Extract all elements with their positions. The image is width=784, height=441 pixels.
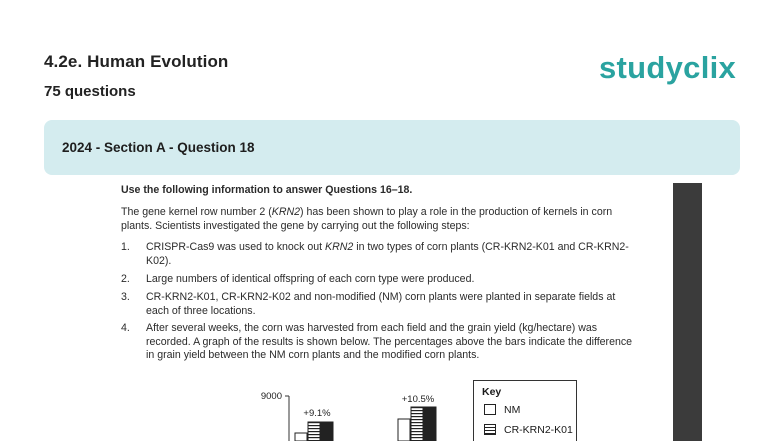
bar-k02-loc1: [321, 422, 333, 441]
grain-yield-chart: [240, 380, 600, 441]
legend-label: CR-KRN2-K01: [504, 424, 573, 436]
legend-title: Key: [482, 386, 502, 398]
topic-title: 4.2e. Human Evolution: [44, 52, 229, 71]
question-banner: [44, 120, 740, 175]
bar-k01-loc2: [411, 407, 423, 441]
studyclix-logo[interactable]: studyclix: [599, 50, 737, 85]
document-paragraph: The gene kernel row number 2 (KRN2) has been shown to play a role in the production of kernels in corn plants. Scientists investigated the gene by carrying out the following steps:: [121, 206, 613, 232]
bar-annotation: +9.1%: [303, 408, 331, 419]
question-count: 75 questions: [44, 83, 136, 100]
question-banner-label: 2024 - Section A - Question 18: [62, 140, 255, 155]
legend-swatch-k01: [484, 424, 496, 435]
chart-plot: [240, 380, 470, 441]
bar-k02-loc2: [424, 407, 436, 441]
legend-label: NM: [504, 404, 521, 416]
bar-k01-loc1: [308, 422, 320, 441]
y-tick-label: 9000: [260, 391, 282, 402]
legend-swatch-nm: [484, 404, 496, 415]
bar-annotation: +10.5%: [401, 394, 435, 405]
bar-nm-loc2: [398, 419, 410, 441]
scrollbar-thumb[interactable]: [673, 183, 702, 441]
chart-legend: [473, 380, 577, 441]
document-intro: Use the following information to answer Questions 16–18.: [121, 184, 413, 196]
bar-nm-loc1: [295, 433, 307, 441]
